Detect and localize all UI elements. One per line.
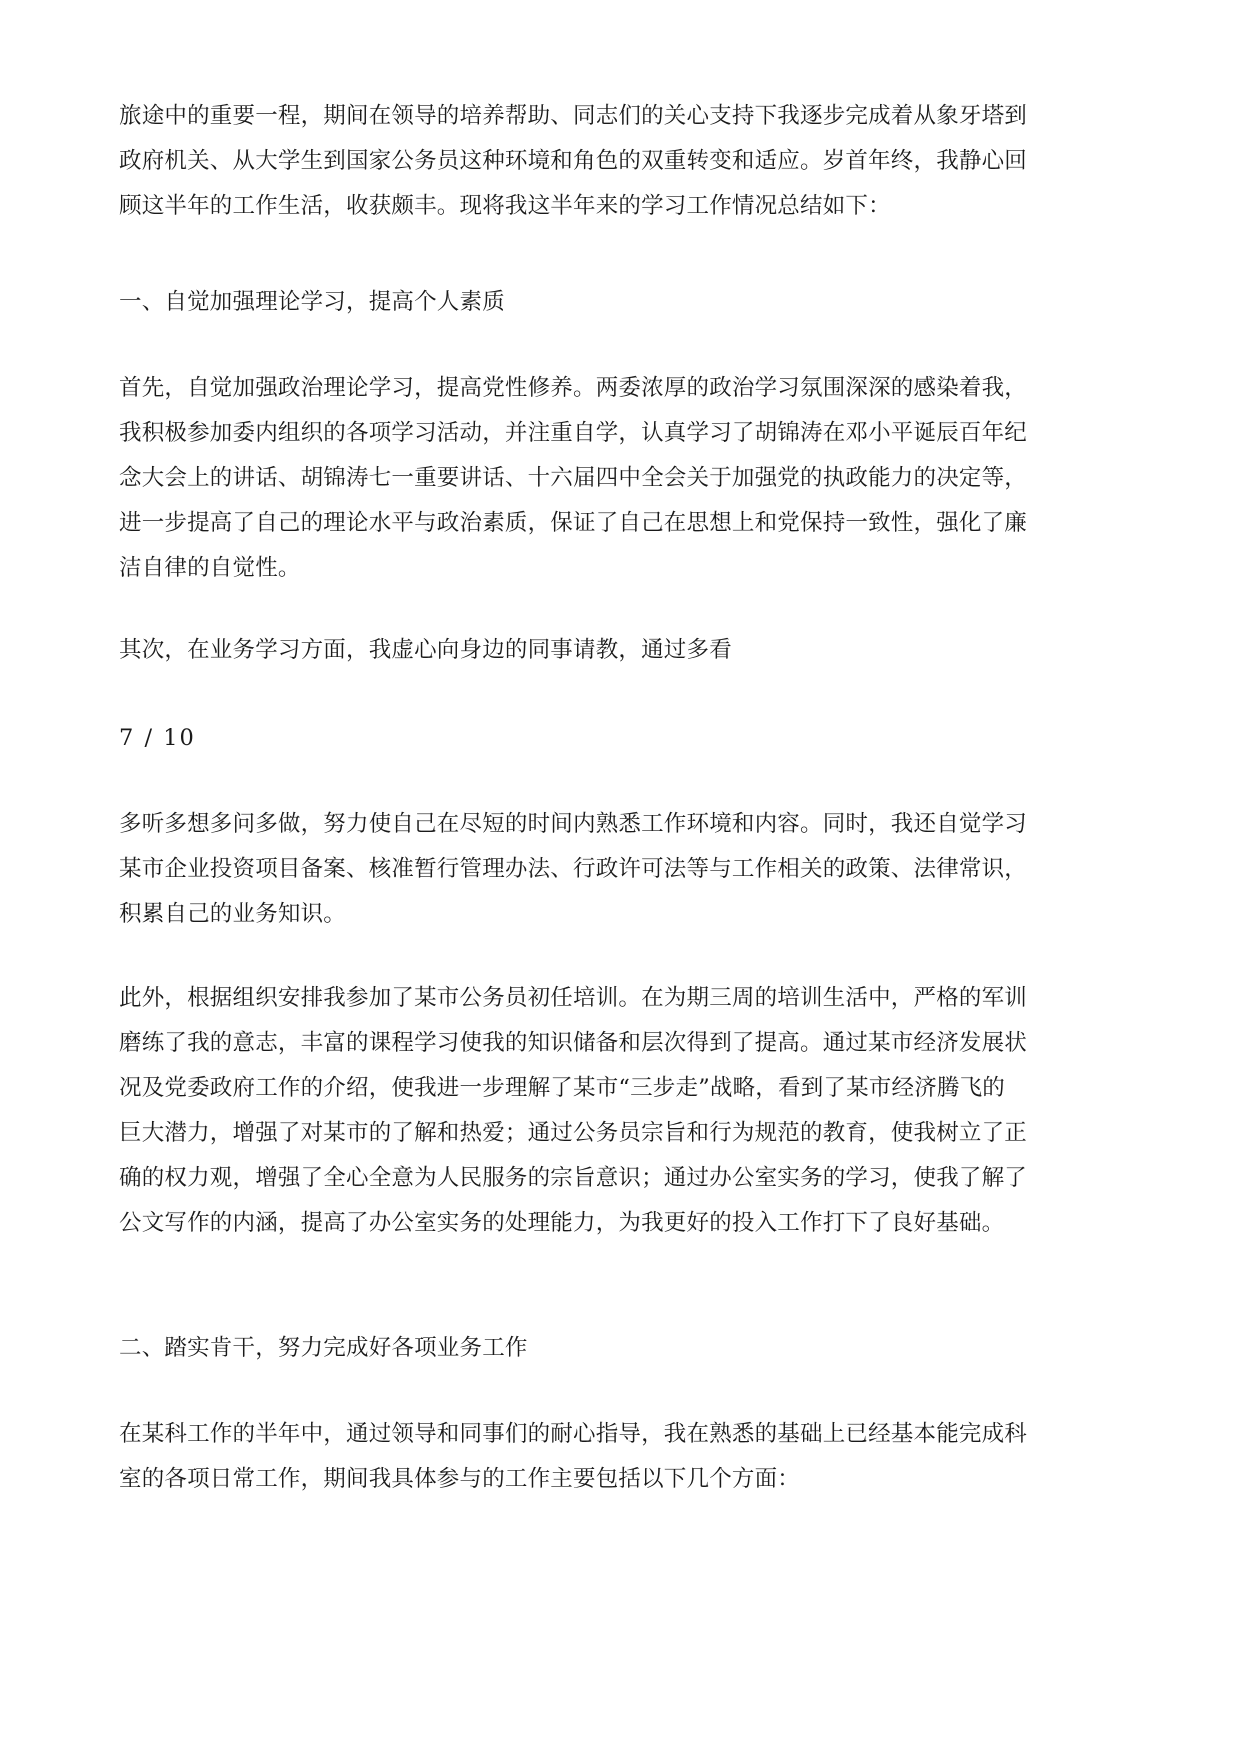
- text-line: 顾这半年的工作生活，收获颇丰。现将我这半年来的学习工作情况总结如下：: [119, 193, 891, 219]
- text-line: 其次，在业务学习方面，我虚心向身边的同事请教，通过多看: [119, 637, 732, 663]
- heading-text: 二、踏实肯干，努力完成好各项业务工作: [119, 1335, 528, 1361]
- paragraph-practice: [119, 802, 1129, 937]
- text-line: 此外，根据组织安排我参加了某市公务员初任培训。在为期三周的培训生活中，严格的军训: [119, 985, 1028, 1011]
- section-heading-1: [119, 280, 1129, 325]
- text-line: 确的权力观，增强了全心全意为人民服务的宗旨意识；通过办公室实务的学习，使我了解了: [119, 1165, 1028, 1191]
- text-line: 念大会上的讲话、胡锦涛七一重要讲话、十六届四中全会关于加强党的执政能力的决定等，: [119, 465, 1028, 491]
- page-number: 7 / 10: [119, 725, 196, 751]
- text-line: 进一步提高了自己的理论水平与政治素质，保证了自己在思想上和党保持一致性，强化了廉: [119, 510, 1028, 536]
- paragraph-business-study: [119, 628, 1129, 673]
- text-line: 磨练了我的意志，丰富的课程学习使我的知识储备和层次得到了提高。通过某市经济发展状: [119, 1030, 1028, 1056]
- text-line: 室的各项日常工作，期间我具体参与的工作主要包括以下几个方面：: [119, 1466, 801, 1492]
- paragraph-training: [119, 976, 1129, 1246]
- text-line: 旅途中的重要一程，期间在领导的培养帮助、同志们的关心支持下我逐步完成着从象牙塔到: [119, 103, 1028, 129]
- heading-text: 一、自觉加强理论学习，提高个人素质: [119, 289, 505, 315]
- paragraph-intro: [119, 94, 1129, 229]
- text-line: 首先，自觉加强政治理论学习，提高党性修养。两委浓厚的政治学习氛围深深的感染着我，: [119, 375, 1028, 401]
- paragraph-work: [119, 1412, 1129, 1502]
- text-line: 积累自己的业务知识。: [119, 901, 347, 927]
- text-line: 况及党委政府工作的介绍，使我进一步理解了某市“三步走”战略，看到了某市经济腾飞的: [119, 1075, 1006, 1101]
- text-line: 政府机关、从大学生到国家公务员这种环境和角色的双重转变和适应。岁首年终，我静心回: [119, 148, 1028, 174]
- text-line: 我积极参加委内组织的各项学习活动，并注重自学，认真学习了胡锦涛在邓小平诞辰百年纪: [119, 420, 1028, 446]
- text-line: 公文写作的内涵，提高了办公室实务的处理能力，为我更好的投入工作打下了良好基础。: [119, 1210, 1005, 1236]
- text-line: 某市企业投资项目备案、核准暂行管理办法、行政许可法等与工作相关的政策、法律常识，: [119, 856, 1028, 882]
- text-line: 在某科工作的半年中，通过领导和同事们的耐心指导，我在熟悉的基础上已经基本能完成科: [119, 1421, 1028, 1447]
- paragraph-political-study: [119, 366, 1129, 591]
- text-line: 巨大潜力，增强了对某市的了解和热爱；通过公务员宗旨和行为规范的教育，使我树立了正: [119, 1120, 1028, 1146]
- text-line: 洁自律的自觉性。: [119, 555, 301, 581]
- text-line: 多听多想多问多做，努力使自己在尽短的时间内熟悉工作环境和内容。同时，我还自觉学习: [119, 811, 1028, 837]
- section-heading-2: [119, 1326, 1129, 1371]
